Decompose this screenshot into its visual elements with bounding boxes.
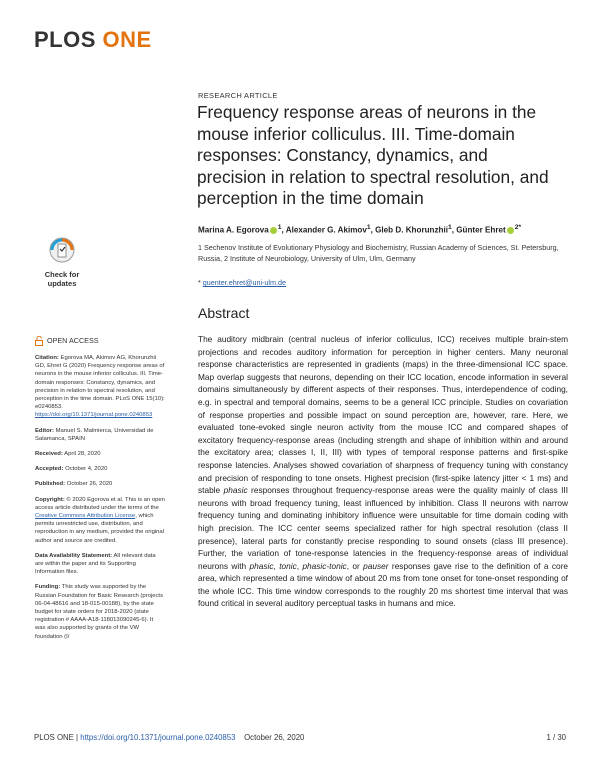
citation-label: Citation: — [35, 355, 59, 361]
received-date — [35, 450, 165, 458]
author-name: Alexander G. Akimov — [285, 225, 367, 235]
open-access — [35, 336, 165, 346]
funding — [35, 583, 165, 640]
license-link[interactable]: Creative Commons Attribution License — [35, 513, 136, 520]
copyright-text-2: , which permits unrestricted use, distribution, and reproduction in any medium, provided the original author and source are credited. — [35, 513, 165, 544]
page-number: 1 / 30 — [546, 733, 566, 742]
article-type: RESEARCH ARTICLE — [198, 91, 278, 100]
journal-logo[interactable] — [34, 27, 152, 53]
abstract-italic-term: phasic — [249, 560, 274, 571]
copyright — [35, 496, 165, 545]
check-updates-icon — [49, 237, 75, 263]
corresponding-email — [198, 278, 286, 287]
citation-text: Egorova MA, Akimov AG, Khorunzhii GD, Ehret G (2020) Frequency response areas of neurons in the mouse inferior colliculus. III. Time-domain responses: Constancy, dynamics, and precision in relation to spectral resolution, and perception in the time domain. PLoS ONE 15(10): e0240853. — [35, 355, 165, 411]
affiliations: 1 Sechenov Institute of Evolutionary Physiology and Biochemistry, Russian Academy of Sciences, St. Petersburg, Russia, 2 Institute of Neurobiology, University of Ulm, Ulm, Germany — [198, 243, 559, 263]
abstract-text: The auditory midbrain (central nucleus of inferior colliculus, ICC) receives multiple brain-stem projections and recodes auditory information for perception in higher centers. Many neuronal response characteristics are represented in gradients (maps) in the three-dimensional ICC space. Map overlap suggests that neurons, depending on their ICC location, encode information in several domains simultaneously by different aspects of their responses. Thus, interdependence of coding, e.g. in spectral and temporal domains, seems to be a general ICC principle. Studies on covariation of response properties and possible impact on sound perception are, however, rare. Here, we evaluated tone-evoked single neuron activity from the mouse ICC and compared shapes of excitatory frequency-response areas (including strength and shape of inhibition within and around the excitatory area; classes I, II, III) with types of temporal response patterns and first-spike response latencies. Analyses showed covariation of sharpness of frequency tuning with constancy and precision of responding to tone onsets. Highest precision (first-spike latency jitter < 1 ms) and stable phasic responses throughout frequency-response areas were the quality mainly of class III neurons with broad frequency tuning, least influenced by inhibition. Class II neurons with narrow frequency tuning and dominating inhibitory influence were unsuitable for time domain coding with high precision. The ICC center seems specialized rather for high spectral resolution (class II presence), lateral parts for constantly precise responding to sound onsets (class III presence). Further, the variation of tone-response latencies in the frequency-response areas of individual neurons with phasic, tonic, phasic-tonic, or pauser responses gave rise to the definition of a core area, which represented a time window of about 20 ms from tone onset for tone-onset responding of the whole ICC. This time window corresponds to the roughly 20 ms shortest time interval that was found critical in several auditory perceptual tasks in humans and mice. — [198, 334, 568, 609]
check-for-updates-badge[interactable] — [37, 237, 87, 291]
article-title: Frequency response areas of neurons in the mouse inferior colliculus. III. Time-domain responses: Constancy, dynamics, and precision in relation to spectral resolution, and perception in the time domain — [197, 102, 549, 208]
received-label: Received: — [35, 451, 63, 458]
data-availability — [35, 552, 165, 577]
abstract-heading: Abstract — [198, 305, 250, 321]
check-updates-line1: Check for — [44, 270, 80, 279]
editor-text: Manuel S. Malmierca, Universidad de Salamanca, SPAIN — [35, 427, 154, 442]
author-affiliation-marker: 1 — [447, 224, 452, 231]
author-name: Günter Ehret — [456, 225, 506, 235]
author-list: Marina A. Egorova $^1$, Alexander G. Akimov$^1$, Gleb D. Khorunzhii$^1$, Günter Ehret $^{2*}$ — [198, 224, 522, 235]
data-availability-text: All relevant data are within the paper and its Supporting Information files. — [35, 552, 156, 576]
logo-plos: PLOS — [34, 27, 96, 52]
footer-separator: | — [73, 733, 81, 742]
footer-date: October 26, 2020 — [244, 733, 305, 742]
funding-label: Funding: — [35, 584, 61, 591]
citation — [35, 354, 165, 420]
abstract-italic-term: pauser — [363, 560, 389, 571]
published-date — [35, 480, 165, 488]
editor — [35, 427, 165, 443]
copyright-text-1: © 2020 Egorova et al. This is an open access article distributed under the terms of the — [35, 496, 165, 511]
author-name: Marina A. Egorova — [198, 225, 269, 235]
editor-label: Editor: — [35, 427, 54, 434]
open-lock-icon — [35, 336, 44, 346]
accepted-label: Accepted: — [35, 466, 64, 473]
page-footer — [34, 733, 304, 742]
copyright-label: Copyright: — [35, 496, 65, 503]
logo-one: ONE — [102, 27, 152, 52]
email-link[interactable]: guenter.ehret@uni-ulm.de — [202, 278, 287, 287]
accepted-date — [35, 465, 165, 473]
orcid-icon[interactable] — [507, 227, 514, 234]
accepted-text: October 4, 2020 — [63, 466, 108, 473]
article-sidebar — [35, 336, 165, 648]
check-updates-line2: updates — [47, 278, 77, 288]
data-availability-label: Data Availability Statement: — [35, 552, 113, 559]
author-affiliation-marker: 1 — [277, 224, 282, 231]
footer-doi-link[interactable]: https://doi.org/10.1371/journal.pone.0240853 — [80, 733, 236, 742]
abstract-italic-term: phasic-tonic — [302, 560, 347, 571]
author-affiliation-marker: 2* — [514, 224, 522, 231]
author-affiliation-marker: 1 — [366, 224, 371, 231]
received-text: April 28, 2020 — [62, 451, 101, 458]
funding-text: This study was supported by the Russian Foundation for Basic Research (projects 06-04-48616 and 18-015-00188), by the state budget for state orders for 2018-2020 (state registration # AAAA-A18-118013090245-6). It was also supported by grants of the VW foundation (I/ — [35, 584, 164, 640]
open-access-label: OPEN ACCESS — [47, 335, 99, 345]
abstract-italic-term: phasic — [223, 485, 248, 496]
email-marker: * — [198, 278, 203, 287]
footer-journal: PLOS ONE — [34, 733, 74, 742]
abstract-italic-term: tonic — [279, 560, 297, 571]
published-label: Published: — [35, 481, 66, 488]
citation-doi-link[interactable]: https://doi.org/10.1371/journal.pone.0240853 — [35, 412, 153, 419]
published-text: October 26, 2020 — [65, 481, 113, 488]
author-name: Gleb D. Khorunzhii — [375, 225, 448, 235]
orcid-icon[interactable] — [270, 227, 277, 234]
